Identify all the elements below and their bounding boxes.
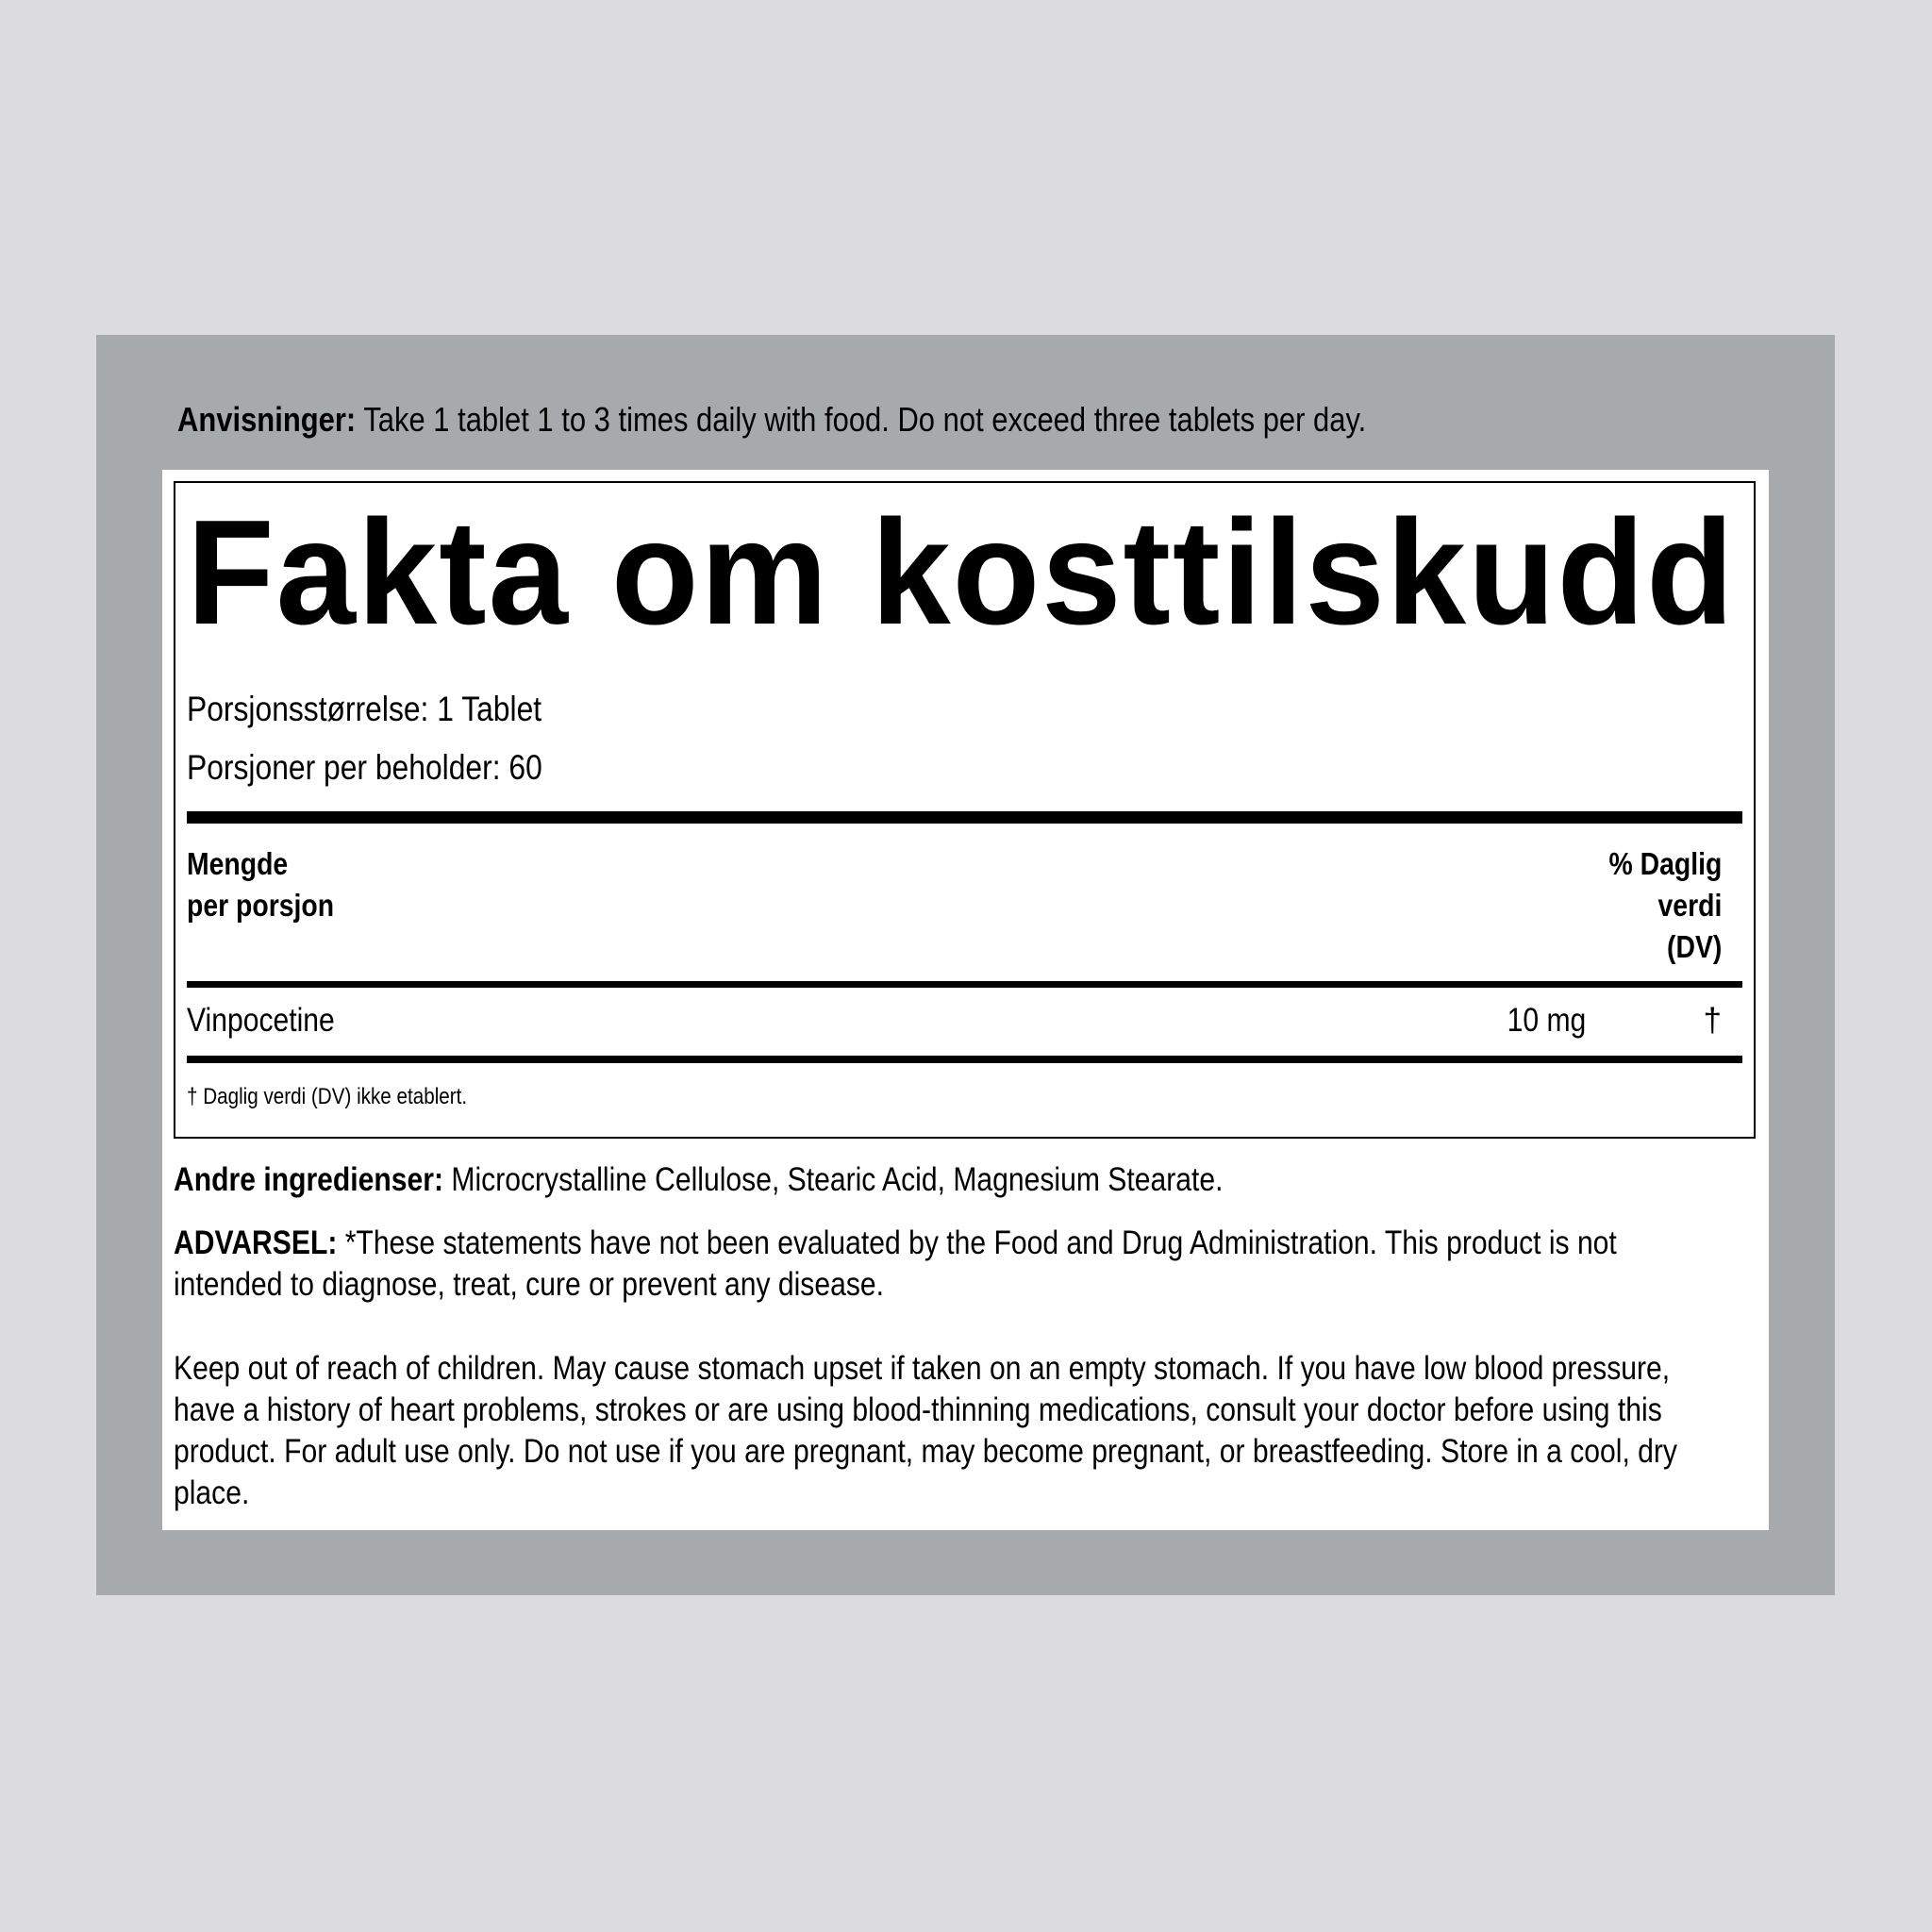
other-ingredients	[174, 1159, 1731, 1201]
header-left-line2: per porsjon	[187, 888, 335, 923]
header-right-line2: verdi	[1657, 888, 1722, 923]
directions	[177, 396, 1573, 443]
warning	[174, 1223, 1731, 1306]
dv-footnote: † Daglig verdi (DV) ikke etablert.	[187, 1084, 468, 1109]
warning-text-line1: *These statements have not been evaluated by the Food and Drug Administration. This product is not	[337, 1224, 1617, 1261]
caution-line1: Keep out of reach of children. May cause stomach upset if taken on an empty stomach. If you have low blood pressure,	[174, 1350, 1671, 1387]
directions-label: Anvisninger:	[177, 400, 357, 439]
ingredient-name: Vinpocetine	[187, 1002, 335, 1039]
bottom-divider	[187, 1056, 1742, 1063]
amount-per-serving-header	[187, 843, 334, 926]
caution-line3: product. For adult use only. Do not use if you are pregnant, may become pregnant, or breastfeeding. Store in a cool, dry	[174, 1433, 1677, 1470]
thick-divider	[187, 811, 1742, 824]
warning-label: ADVARSEL:	[174, 1224, 338, 1261]
header-left-line1: Mengde	[187, 846, 289, 881]
serving-size: Porsjonsstørrelse: 1 Tablet	[187, 690, 542, 728]
ingredient-amount: 10 mg	[1507, 1002, 1586, 1039]
supplement-facts-box	[174, 481, 1756, 1139]
facts-title: Fakta om kosttilskudd	[187, 490, 1736, 656]
other-ingredients-text: Microcrystalline Cellulose, Stearic Acid, Magnesium Stearate.	[443, 1161, 1224, 1198]
caution-line4: place.	[174, 1474, 250, 1511]
other-ingredients-label: Andre ingredienser:	[174, 1161, 444, 1198]
header-right-line1: % Daglig	[1608, 846, 1722, 881]
warning-text-line2: intended to diagnose, treat, cure or prevent any disease.	[174, 1266, 884, 1303]
caution-line2: have a history of heart problems, strokes or are using blood-thinning medications, consult your doctor before using this	[174, 1391, 1662, 1428]
servings-per-container: Porsjoner per beholder: 60	[187, 748, 542, 787]
directions-text: Take 1 tablet 1 to 3 times daily with food. Do not exceed three tablets per day.	[356, 400, 1367, 439]
header-right-line3: (DV)	[1666, 929, 1722, 964]
caution	[174, 1348, 1731, 1514]
medium-divider	[187, 981, 1742, 988]
daily-value-header	[1608, 843, 1722, 968]
ingredient-dv: †	[1703, 1002, 1722, 1039]
